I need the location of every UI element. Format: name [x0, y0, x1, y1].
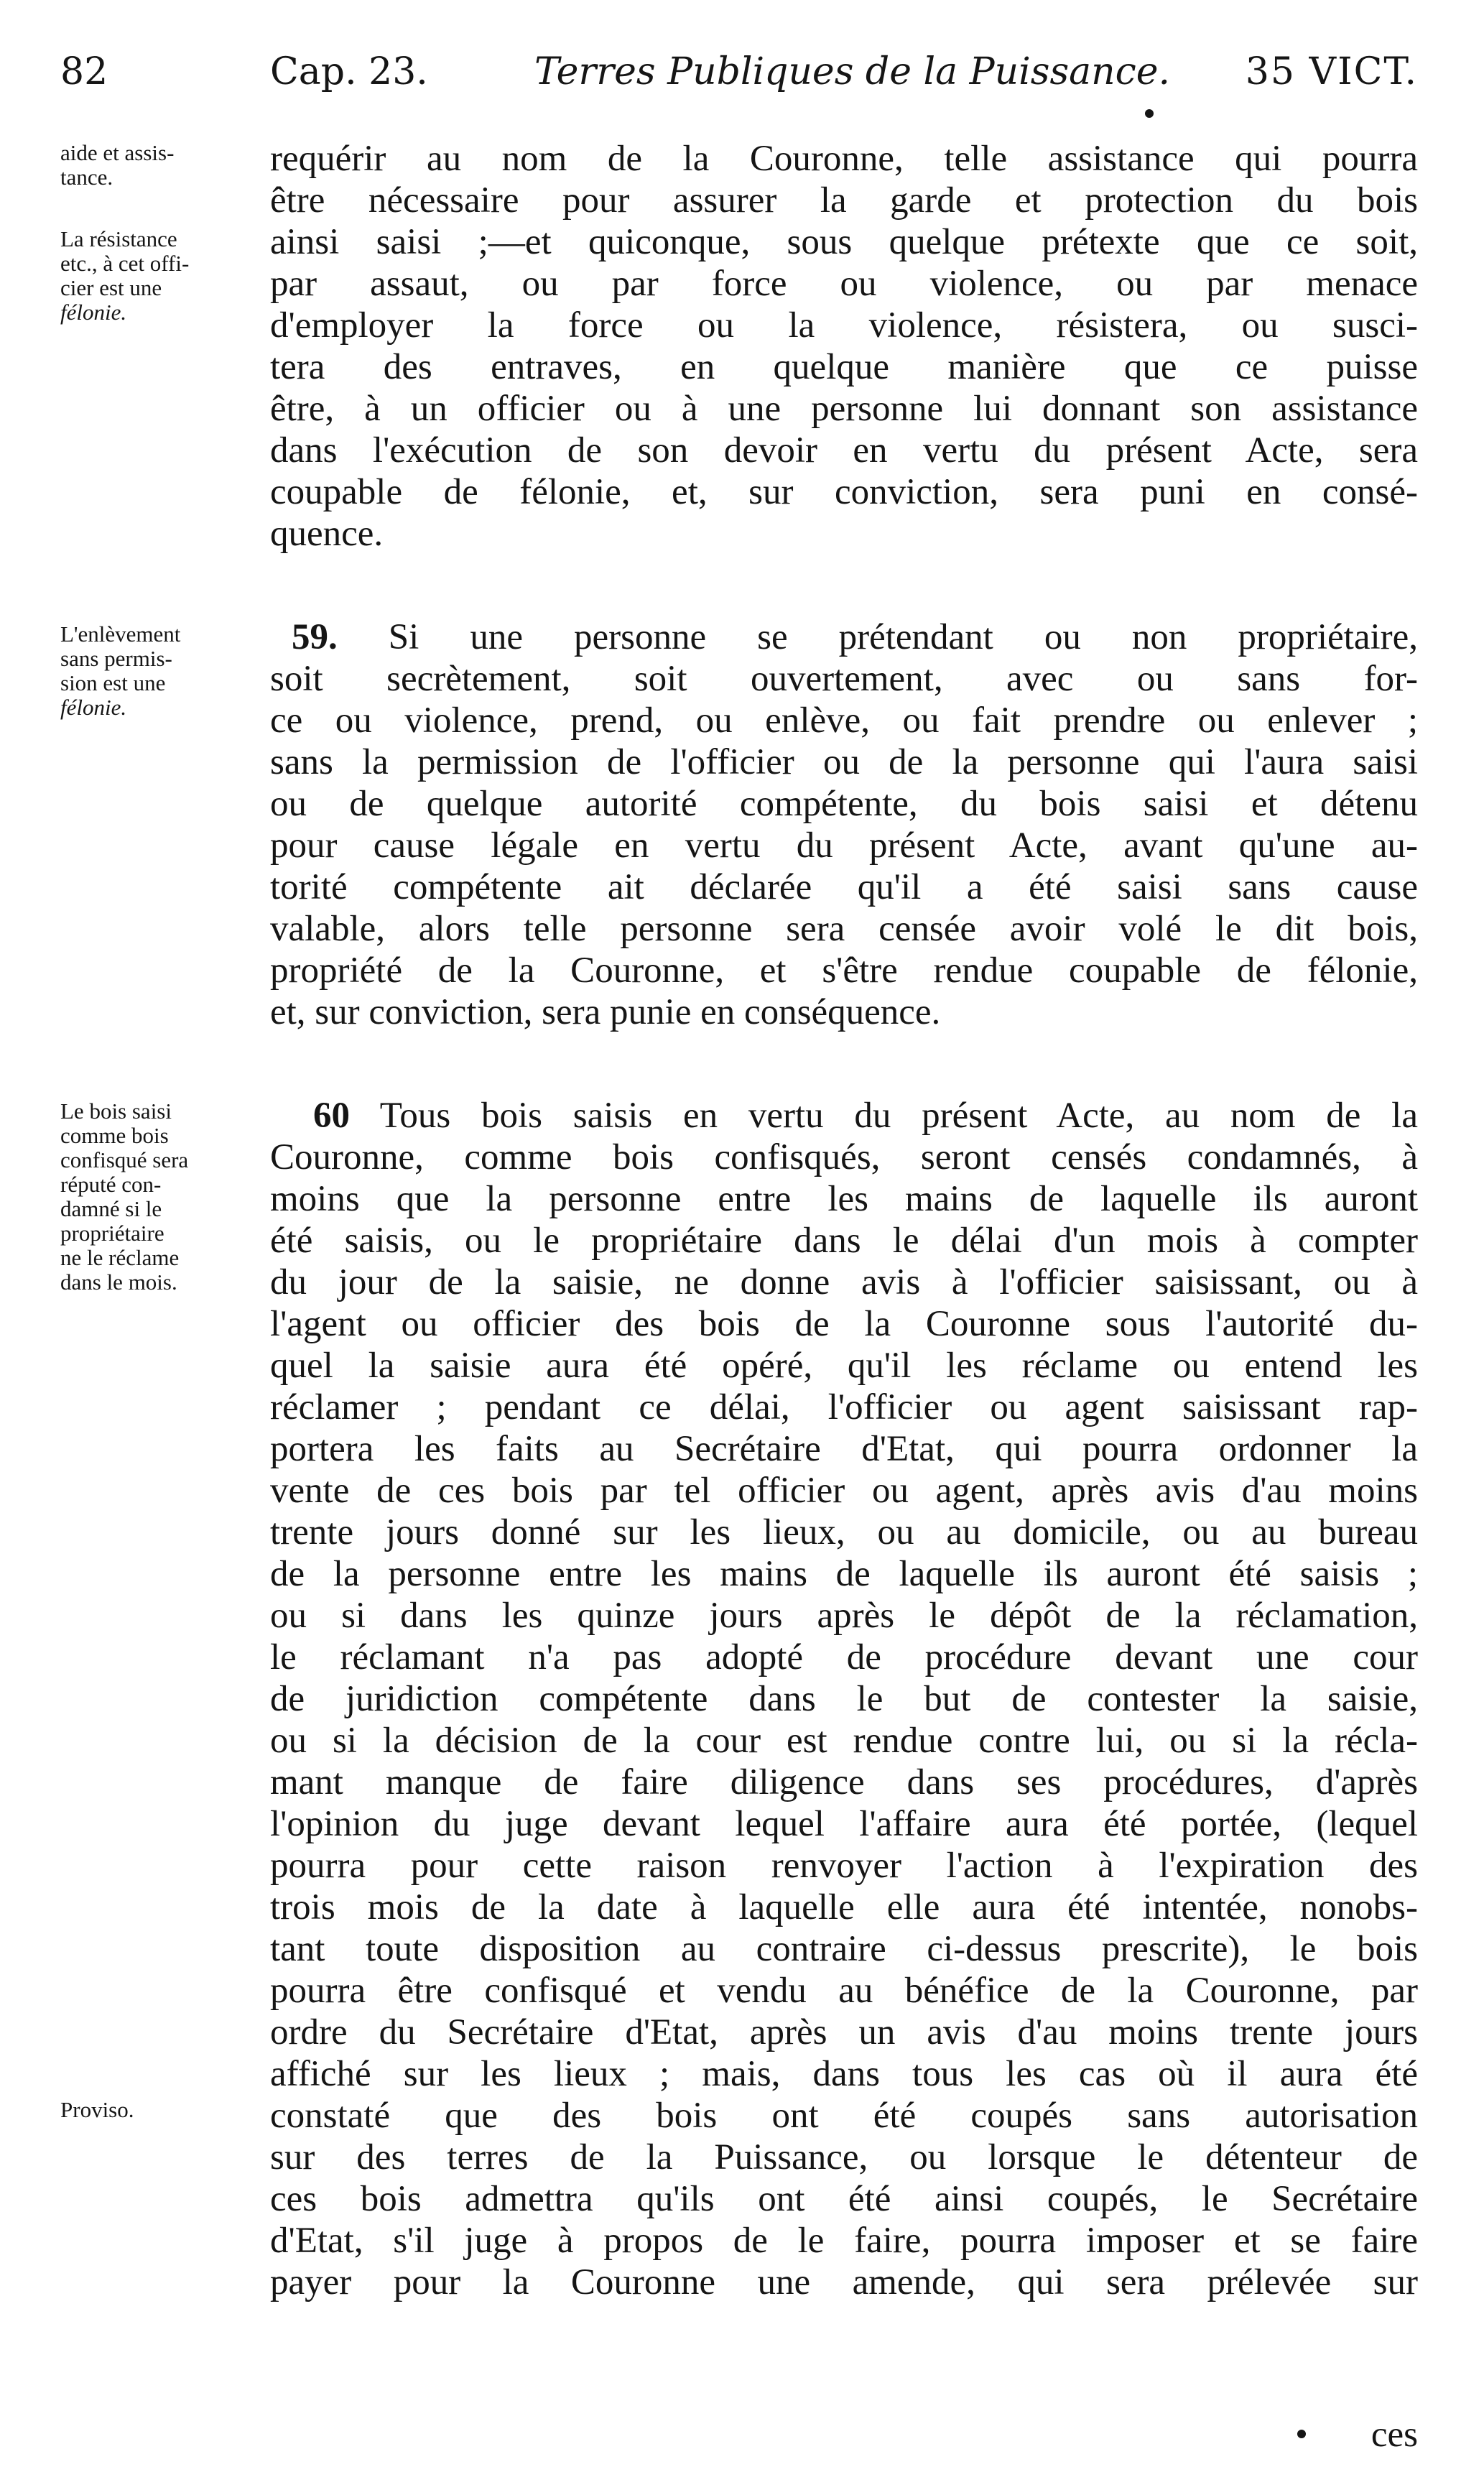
- section-first-line: [270, 616, 1418, 658]
- text-line: trois mois de la date à laquelle elle aura été intentée, nonobs-: [270, 1887, 1418, 1927]
- text-run: Tous bois saisis en vertu du présent Acte, au nom de la: [350, 1096, 1418, 1136]
- paragraph-continuation: [270, 138, 1418, 555]
- text-line: tera des entraves, en quelque manière que ce puisse: [270, 347, 1418, 387]
- text-line: vente de ces bois par tel officier ou agent, après avis d'au moins: [270, 1471, 1418, 1511]
- sidenote-line: dans le mois.: [60, 1269, 177, 1295]
- text-line: l'opinion du juge devant lequel l'affaire aura été portée, (lequel: [270, 1804, 1418, 1844]
- text-line: été saisis, ou le propriétaire dans le délai d'un mois à compter: [270, 1221, 1418, 1261]
- sidenote-line: sans permis-: [60, 646, 172, 671]
- text-line: d'Etat, s'il juge à propos de le faire, pourra imposer et se faire: [270, 2221, 1418, 2261]
- printer-dot: [1297, 2430, 1306, 2438]
- text-line: ce ou violence, prend, ou enlève, ou fait prendre ou enlever ;: [270, 700, 1418, 741]
- text-line: être nécessaire pour assurer la garde et protection du bois: [270, 180, 1418, 221]
- running-title: Terres Publiques de la Puissance.: [534, 50, 1171, 93]
- text-line: ces bois admettra qu'ils ont été ainsi coupés, le Secrétaire: [270, 2179, 1418, 2219]
- text-line: quence.: [270, 514, 384, 554]
- section-60: [270, 1095, 1418, 2303]
- sidenote-resistance: [60, 227, 276, 325]
- text-line: requérir au nom de la Couronne, telle assistance qui pourra: [270, 139, 1418, 179]
- sidenote-line: confisqué sera: [60, 1147, 189, 1172]
- sidenote-line: propriétaire: [60, 1221, 164, 1246]
- sidenote-enlevement: [60, 622, 276, 720]
- sidenote-line: Le bois saisi: [60, 1098, 172, 1124]
- text-line: être, à un officier ou à une personne lui donnant son assistance: [270, 389, 1418, 429]
- text-line: valable, alors telle personne sera censée avoir volé le dit bois,: [270, 909, 1418, 949]
- text-line: soit secrètement, soit ouvertement, avec ou sans for-: [270, 659, 1418, 699]
- text-line: ou de quelque autorité compétente, du bois saisi et détenu: [270, 784, 1418, 824]
- text-line: trente jours donné sur les lieux, ou au domicile, ou au bureau: [270, 1512, 1418, 1552]
- sidenote-line: tance.: [60, 165, 113, 190]
- sidenote-line: comme bois: [60, 1123, 169, 1148]
- running-header: [60, 50, 1418, 101]
- section-first-line: [270, 1095, 1418, 1137]
- text-line: coupable de félonie, et, sur conviction, sera puni en consé-: [270, 472, 1418, 512]
- sidenote-line: aide et assis-: [60, 140, 175, 165]
- text-line: sur des terres de la Puissance, ou lorsque le détenteur de: [270, 2137, 1418, 2177]
- text-line: ou si dans les quinze jours après le dépôt de la réclamation,: [270, 1596, 1418, 1636]
- catchword: ces: [1371, 2415, 1418, 2455]
- sidenote-line: damné si le: [60, 1196, 162, 1221]
- sidenote-line: sion est une: [60, 670, 166, 695]
- regnal-year: 35 VICT.: [1245, 50, 1418, 93]
- sidenote-line: félonie.: [60, 695, 127, 720]
- text-line: ordre du Secrétaire d'Etat, après un avis d'au moins trente jours: [270, 2012, 1418, 2052]
- text-line: ainsi saisi ;—et quiconque, sous quelque prétexte que ce soit,: [270, 222, 1418, 262]
- text-line: constaté que des bois ont été coupés sans autorisation: [270, 2096, 1418, 2136]
- sidenote-aide: [60, 141, 276, 190]
- sidenote-line: réputé con-: [60, 1172, 162, 1197]
- section-number: 60: [313, 1096, 350, 1136]
- sidenote-line: ne le réclame: [60, 1245, 180, 1270]
- text-line: par assaut, ou par force ou violence, ou par menace: [270, 264, 1418, 304]
- text-line: dans l'exécution de son devoir en vertu du présent Acte, sera: [270, 430, 1418, 471]
- sidenote-line: Proviso.: [60, 2097, 134, 2122]
- sidenote-line: félonie.: [60, 300, 127, 325]
- text-line: d'employer la force ou la violence, résistera, ou susci-: [270, 305, 1418, 346]
- text-line: affiché sur les lieux ; mais, dans tous les cas où il aura été: [270, 2054, 1418, 2094]
- text-line: l'agent ou officier des bois de la Couronne sous l'autorité du-: [270, 1304, 1418, 1344]
- text-run: Si une personne se prétendant ou non propriétaire,: [337, 617, 1418, 657]
- page-number: 82: [60, 50, 108, 93]
- text-line: sans la permission de l'officier ou de la personne qui l'aura saisi: [270, 742, 1418, 782]
- text-line: tant toute disposition au contraire ci-dessus prescrite), le bois: [270, 1929, 1418, 1969]
- text-line: mant manque de faire diligence dans ses procédures, d'après: [270, 1762, 1418, 1802]
- text-line: pourra pour cette raison renvoyer l'action à l'expiration des: [270, 1846, 1418, 1886]
- text-line: du jour de la saisie, ne donne avis à l'officier saisissant, ou à: [270, 1262, 1418, 1302]
- text-line: pour cause légale en vertu du présent Acte, avant qu'une au-: [270, 825, 1418, 866]
- sidenote-bois-saisi: [60, 1099, 276, 1295]
- section-59: [270, 616, 1418, 1033]
- sidenote-line: cier est une: [60, 275, 162, 300]
- text-line: réclamer ; pendant ce délai, l'officier ou agent saisissant rap-: [270, 1387, 1418, 1427]
- text-line: pourra être confisqué et vendu au bénéfice de la Couronne, par: [270, 1971, 1418, 2011]
- text-line: portera les faits au Secrétaire d'Etat, qui pourra ordonner la: [270, 1429, 1418, 1469]
- sidenote-line: La résistance: [60, 226, 177, 251]
- sidenote-line: etc., à cet offi-: [60, 251, 190, 276]
- text-line: et, sur conviction, sera punie en conséquence.: [270, 992, 941, 1032]
- text-line: quel la saisie aura été opéré, qu'il les réclame ou entend les: [270, 1346, 1418, 1386]
- printer-dot: [1145, 109, 1154, 118]
- text-line: ou si la décision de la cour est rendue contre lui, ou si la récla-: [270, 1721, 1418, 1761]
- text-line: torité compétente ait déclarée qu'il a été saisi sans cause: [270, 867, 1418, 907]
- text-line: moins que la personne entre les mains de laquelle ils auront: [270, 1179, 1418, 1219]
- text-line: de la personne entre les mains de laquelle ils auront été saisis ;: [270, 1554, 1418, 1594]
- text-line: de juridiction compétente dans le but de contester la saisie,: [270, 1679, 1418, 1719]
- text-line: le réclamant n'a pas adopté de procédure devant une cour: [270, 1637, 1418, 1677]
- sidenote-line: L'enlèvement: [60, 621, 181, 647]
- section-number: 59.: [292, 617, 338, 657]
- text-line: payer pour la Couronne une amende, qui sera prélevée sur: [270, 2262, 1418, 2302]
- text-line: Couronne, comme bois confisqués, seront censés condamnés, à: [270, 1137, 1418, 1177]
- text-line: propriété de la Couronne, et s'être rendue coupable de félonie,: [270, 950, 1418, 991]
- chapter-label: Cap. 23.: [270, 50, 428, 93]
- sidenote-proviso: [60, 2098, 276, 2122]
